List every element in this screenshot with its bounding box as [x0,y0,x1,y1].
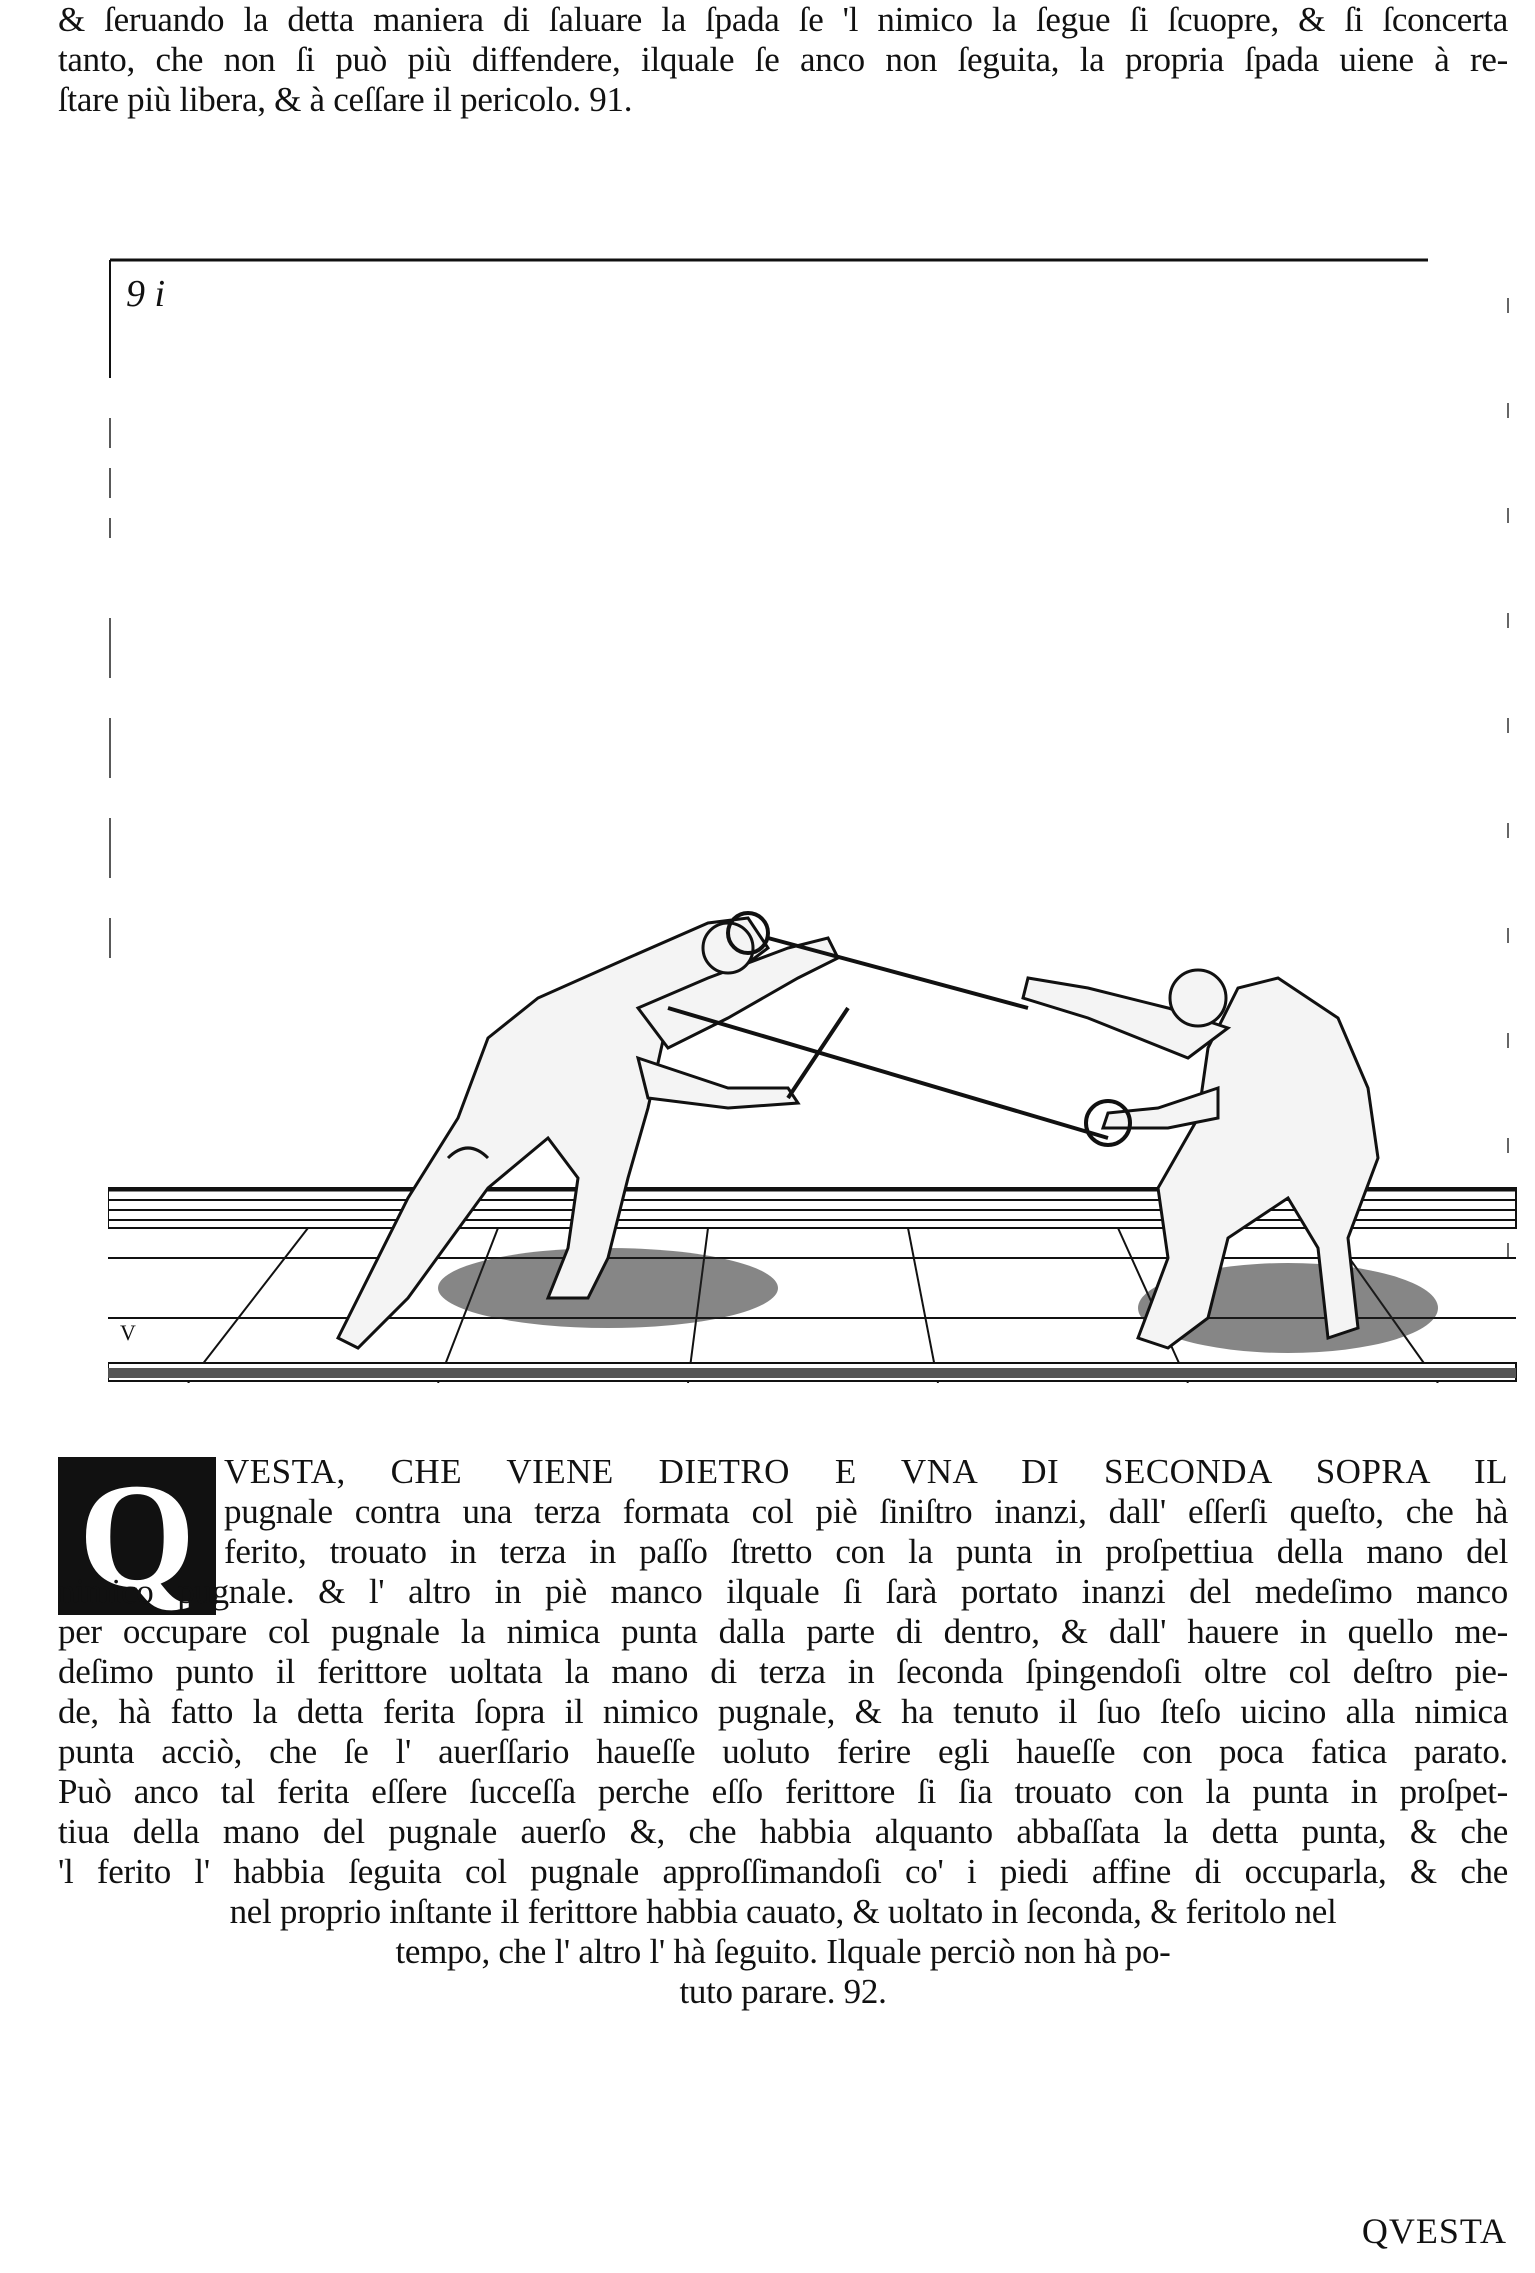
text-line: nel proprio inſtante il ferittore habbia cauato, & uoltato in ſeconda, & feritolo nel [229,1892,1337,1931]
engraving-plate [108,258,1518,1383]
plate-number: 9 i [126,273,166,315]
text-line: per occupare col pugnale la nimica punta dalla parte di dentro, & dall' hauere in quello me- [58,1612,1508,1651]
body-paragraph [58,1452,1508,2012]
text-line: ferito, trouato in terza in paſſo ſtretto con la punta in proſpettiua della mano del [224,1532,1508,1571]
text-line: ſtare più libera, & à ceſſare il pericolo. 91. [58,80,633,119]
blades [668,913,1130,1145]
text-line: tanto, che non ſi può più diffendere, ilquale ſe anco non ſeguita, la propria ſpada uiene à re- [58,40,1508,79]
text-line: & ſeruando la detta maniera di ſaluare la ſpada ſe 'l nimico la ſegue ſi ſcuopre, & ſi ſconcerta [58,0,1508,39]
text-line: Può anco tal ferita eſſere ſucceſſa perche eſſo ferittore ſi ſia trouato con la punta in proſpet- [58,1772,1508,1811]
text-line: tiua della mano del pugnale auerſo &, che habbia alquanto abbaſſata la detta punta, & che [58,1812,1508,1851]
text-line: pugnale contra una terza formata col piè ſiniſtro inanzi, dall' eſſerſi queſto, che hà [224,1492,1508,1531]
right-fencer [1023,970,1378,1348]
catchword: QVESTA [1361,2211,1507,2251]
text-line: tempo, che l' altro l' hà ſeguito. Ilquale perciò non hà po- [395,1932,1171,1971]
text-line: de, hà fatto la detta ferita ſopra il nimico pugnale, & ha tenuto il ſuo ſteſo uicino alla nimica [58,1692,1508,1731]
plate-corner-letter: V [120,1320,136,1345]
text-line: 'l ferito l' habbia ſeguita col pugnale approſſimandoſi co' i piedi affine di occuparla, & che [58,1852,1508,1891]
text-line: nimico pugnale. & l' altro in piè manco ilquale ſi ſarà portato inanzi del medeſimo manco [58,1572,1508,1611]
text-line: VESTA, CHE VIENE DIETRO E VNA DI SECONDA SOPRA IL [224,1452,1508,1491]
text-line: punta acciò, che ſe l' auerſſario haueſſe uoluto ferire egli haueſſe con poca fatica parato. [58,1732,1508,1771]
top-paragraph [58,0,1508,120]
text-line: deſimo punto il ferittore uoltata la mano di terza in ſeconda ſpingendoſi oltre col deſtro pie- [58,1652,1508,1691]
text-line: tuto parare. 92. [679,1972,887,2011]
drop-cap-letter: Q [78,1453,196,1619]
